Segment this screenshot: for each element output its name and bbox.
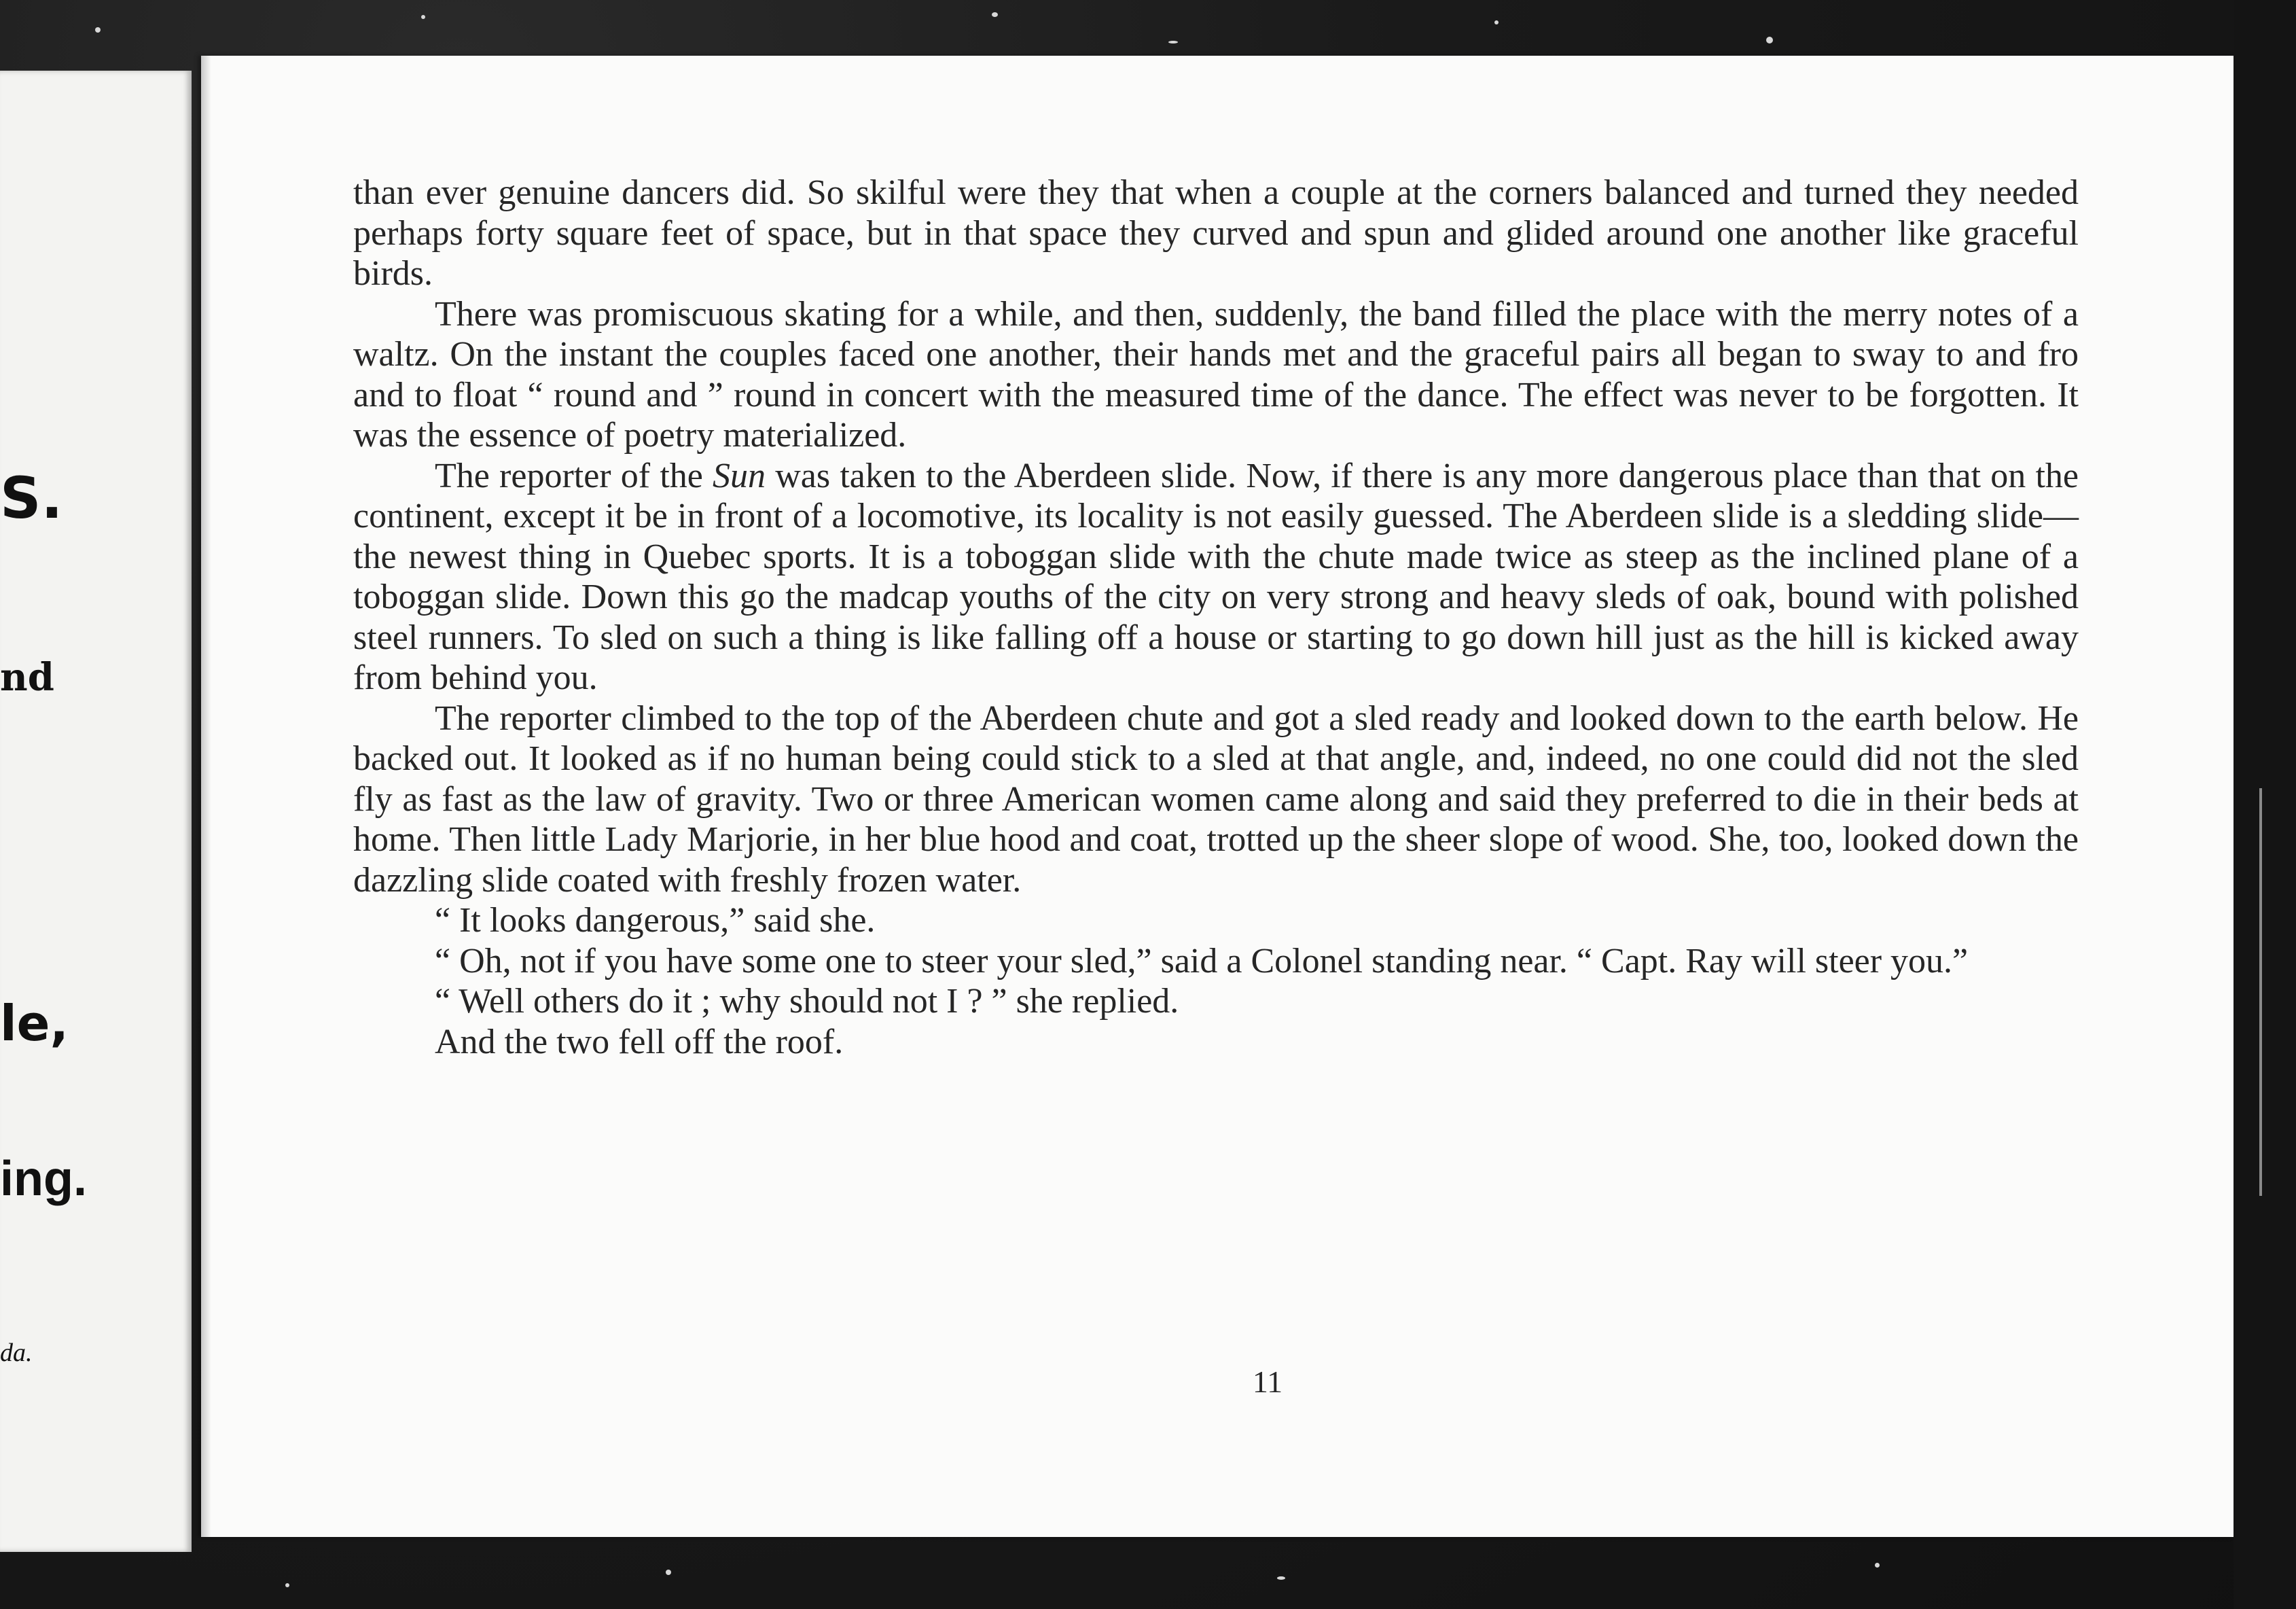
left-page xyxy=(0,71,192,1552)
dust-speck xyxy=(95,27,101,33)
paragraph-text: The reporter of the xyxy=(435,456,713,495)
paragraph: The reporter climbed to the top of the Aberdeen chute and got a sled ready and looked down to the earth below. He backed out. It looked as if no human being could stick to a sled at that angle, and, indeed, no one could did not the sled fly as fast as the law of gravity. Two or three American women came along and said they preferred to die in their beds at home. Then little Lady Marjorie, in her blue hood and coat, trotted up the sheer slope of wood. She, too, looked down the dazzling slide coated with freshly frozen water. xyxy=(353,699,2079,900)
dialogue-line: “ It looks dangerous,” said she. xyxy=(435,901,876,940)
paragraph: And the two fell off the roof. xyxy=(435,1022,844,1061)
paragraph: There was promiscuous skating for a while, and then, suddenly, the band filled the place with the merry notes of a waltz. On the instant the couples faced one another, their hands met and the graceful pairs all began to sway to and fro and to float “ round and ” round in concert with the measured time of the dance. The effect was never to be forgotten. It was the essence of poetry materialized. xyxy=(353,294,2079,455)
dust-speck xyxy=(1766,37,1773,43)
scanner-edge-line xyxy=(2259,788,2262,1196)
left-page-fragment: da. xyxy=(0,1339,33,1367)
paragraph-text: was taken to the Aberdeen slide. Now, if there is any more dangerous place than that on the continent, except it be in front of a locomotive, its locality is not easily guessed. The Aberdeen slide is a sledding slide—the newest thing in Quebec sports. It is a toboggan slide with the chute made twice as steep as the inclined plane of a toboggan slide. Down this go the madcap youths of the city on very strong and heavy sleds of oak, bound with polished steel runners. To sled on such a thing is like falling off a house or starting to go down hill just as the hill is kicked away from behind you. xyxy=(353,456,2079,697)
page-body-text xyxy=(353,173,2079,1062)
newspaper-name: Sun xyxy=(713,456,766,495)
dust-speck xyxy=(992,12,998,17)
dust-speck xyxy=(421,15,425,19)
dust-speck xyxy=(1277,1576,1285,1580)
page-number: 11 xyxy=(1252,1364,1283,1399)
left-page-fragment: le, xyxy=(0,995,69,1052)
dust-speck xyxy=(285,1583,289,1587)
left-page-fragment: nd xyxy=(0,655,54,700)
dust-speck xyxy=(1494,20,1499,24)
left-page-fragment: ing. xyxy=(0,1152,87,1206)
page-gutter-edge xyxy=(201,56,211,1537)
paragraph: than ever genuine dancers did. So skilful were they that when a couple at the corners balanced and turned they needed perhaps forty square feet of space, but in that space they curved and spun and glided around one another like graceful birds. xyxy=(353,173,2079,293)
scanner-edge-strip xyxy=(2234,0,2296,1609)
left-page-fragment: S. xyxy=(0,465,63,531)
paragraph xyxy=(353,456,2079,699)
dust-speck xyxy=(666,1570,671,1575)
dust-speck xyxy=(1168,41,1178,43)
dialogue-line: “ Oh, not if you have some one to steer your sled,” said a Colonel standing near. “ Capt. Ray will steer you.” xyxy=(435,941,1969,980)
dust-speck xyxy=(1875,1563,1880,1568)
dialogue-line: “ Well others do it ; why should not I ? ” she replied. xyxy=(435,982,1179,1021)
book-page xyxy=(201,56,2234,1537)
